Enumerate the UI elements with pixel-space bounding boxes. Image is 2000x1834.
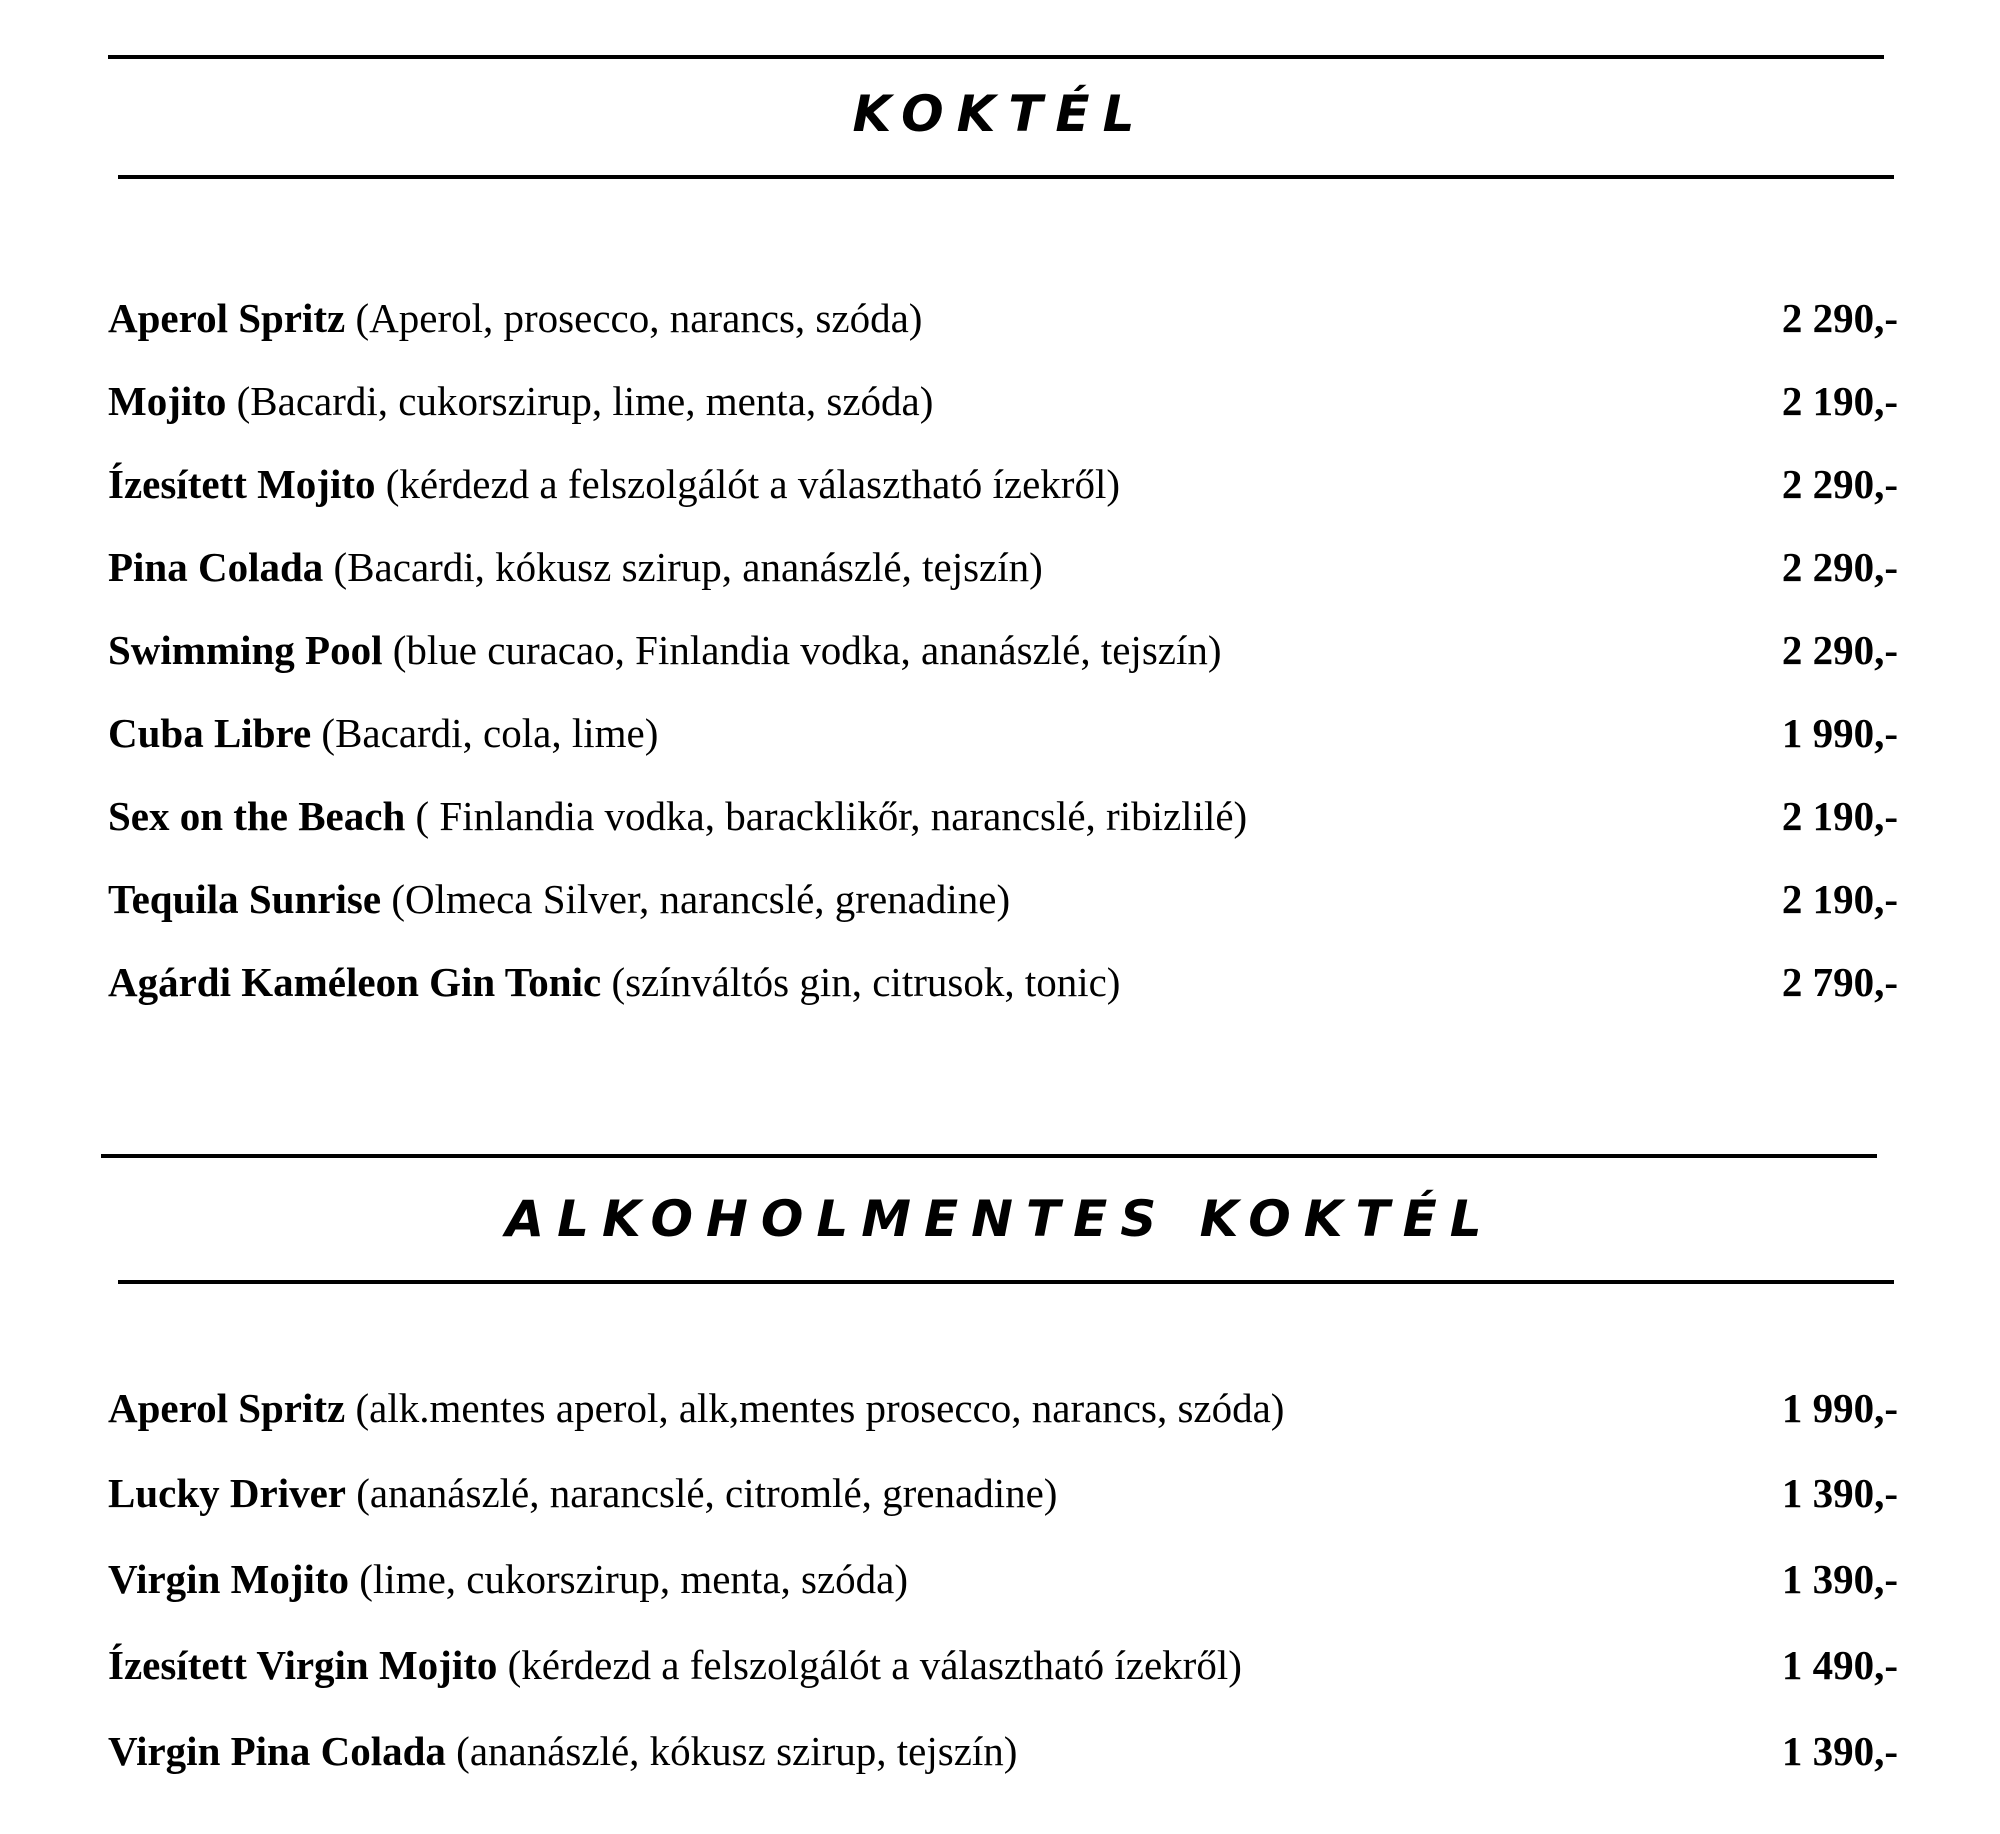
item-price: 1 990,- bbox=[1781, 1385, 1898, 1431]
item-price: 2 190,- bbox=[1781, 876, 1898, 922]
item-price: 1 990,- bbox=[1781, 710, 1898, 756]
item-description: (Olmeca Silver, narancslé, grenadine) bbox=[381, 876, 1011, 922]
item-price: 2 190,- bbox=[1781, 378, 1898, 424]
item-text bbox=[108, 360, 933, 443]
item-price: 2 790,- bbox=[1781, 959, 1898, 1005]
item-text bbox=[108, 1367, 1284, 1450]
item-description: (Aperol, prosecco, narancs, szóda) bbox=[345, 295, 923, 341]
item-price: 1 390,- bbox=[1781, 1556, 1898, 1602]
item-name: Swimming Pool bbox=[108, 627, 383, 673]
item-price: 2 290,- bbox=[1781, 627, 1898, 673]
item-price: 2 190,- bbox=[1781, 793, 1898, 839]
item-name: Mojito bbox=[108, 378, 227, 424]
item-text bbox=[108, 1622, 1242, 1708]
item-text bbox=[108, 858, 1010, 941]
menu-item bbox=[108, 775, 1898, 858]
menu-item bbox=[108, 609, 1898, 692]
item-price: 2 290,- bbox=[1781, 461, 1898, 507]
section-1-menu-list bbox=[108, 277, 1898, 1024]
item-text bbox=[108, 775, 1247, 858]
section-2-top-rule bbox=[101, 1154, 1877, 1158]
menu-item bbox=[108, 443, 1898, 526]
item-text bbox=[108, 692, 658, 775]
item-description: (ananászlé, kókusz szirup, tejszín) bbox=[445, 1728, 1018, 1774]
item-name: Sex on the Beach bbox=[108, 793, 406, 839]
item-description: (kérdezd a felszolgálót a választható ízekről) bbox=[497, 1642, 1242, 1688]
menu-item bbox=[108, 692, 1898, 775]
menu-item bbox=[108, 1367, 1898, 1450]
menu-item bbox=[108, 941, 1898, 1024]
item-description: (Bacardi, kókusz szirup, ananászlé, tejszín) bbox=[323, 544, 1043, 590]
item-name: Cuba Libre bbox=[108, 710, 312, 756]
item-description: (ananászlé, narancslé, citromlé, grenadine) bbox=[346, 1470, 1058, 1516]
section-1-top-rule bbox=[108, 55, 1884, 59]
item-name: Lucky Driver bbox=[108, 1470, 346, 1516]
item-description: (lime, cukorszirup, menta, szóda) bbox=[349, 1556, 909, 1602]
menu-item bbox=[108, 1708, 1898, 1794]
item-name: Aperol Spritz bbox=[108, 1385, 346, 1431]
item-description: (színváltós gin, citrusok, tonic) bbox=[601, 959, 1121, 1005]
section-2-menu-list bbox=[108, 1367, 1898, 1794]
menu-item bbox=[108, 1450, 1898, 1536]
item-text bbox=[108, 1536, 908, 1622]
item-price: 1 490,- bbox=[1781, 1642, 1898, 1688]
item-description: (Bacardi, cola, lime) bbox=[311, 710, 659, 756]
item-text bbox=[108, 1450, 1057, 1536]
menu-item bbox=[108, 1536, 1898, 1622]
item-name: Ízesített Mojito bbox=[108, 461, 376, 507]
item-description: (alk.mentes aperol, alk,mentes prosecco, narancs, szóda) bbox=[345, 1385, 1285, 1431]
section-1-bottom-rule bbox=[118, 175, 1894, 179]
item-name: Agárdi Kaméleon Gin Tonic bbox=[108, 959, 602, 1005]
item-price: 2 290,- bbox=[1781, 295, 1898, 341]
item-text bbox=[108, 526, 1043, 609]
menu-item bbox=[108, 277, 1898, 360]
item-text bbox=[108, 443, 1120, 526]
item-name: Aperol Spritz bbox=[108, 295, 346, 341]
section-2-title: ALKOHOLMENTES KOKTÉL bbox=[505, 1190, 1495, 1248]
item-price: 1 390,- bbox=[1781, 1470, 1898, 1516]
menu-item bbox=[108, 1622, 1898, 1708]
item-text bbox=[108, 277, 922, 360]
menu-item bbox=[108, 360, 1898, 443]
item-name: Pina Colada bbox=[108, 544, 324, 590]
section-1-title: KOKTÉL bbox=[852, 85, 1148, 143]
item-name: Virgin Mojito bbox=[108, 1556, 350, 1602]
item-description: (blue curacao, Finlandia vodka, ananászlé, tejszín) bbox=[382, 627, 1222, 673]
item-text bbox=[108, 1708, 1017, 1794]
item-description: ( Finlandia vodka, baracklikőr, narancslé, ribizlilé) bbox=[405, 793, 1248, 839]
item-text bbox=[108, 941, 1120, 1024]
item-name: Virgin Pina Colada bbox=[108, 1728, 446, 1774]
item-name: Tequila Sunrise bbox=[108, 876, 382, 922]
item-text bbox=[108, 609, 1222, 692]
item-description: (kérdezd a felszolgálót a választható ízekről) bbox=[375, 461, 1120, 507]
item-name: Ízesített Virgin Mojito bbox=[108, 1642, 498, 1688]
item-price: 2 290,- bbox=[1781, 544, 1898, 590]
section-2-bottom-rule bbox=[118, 1280, 1894, 1284]
item-description: (Bacardi, cukorszirup, lime, menta, szóda) bbox=[226, 378, 934, 424]
menu-item bbox=[108, 526, 1898, 609]
item-price: 1 390,- bbox=[1781, 1728, 1898, 1774]
menu-item bbox=[108, 858, 1898, 941]
